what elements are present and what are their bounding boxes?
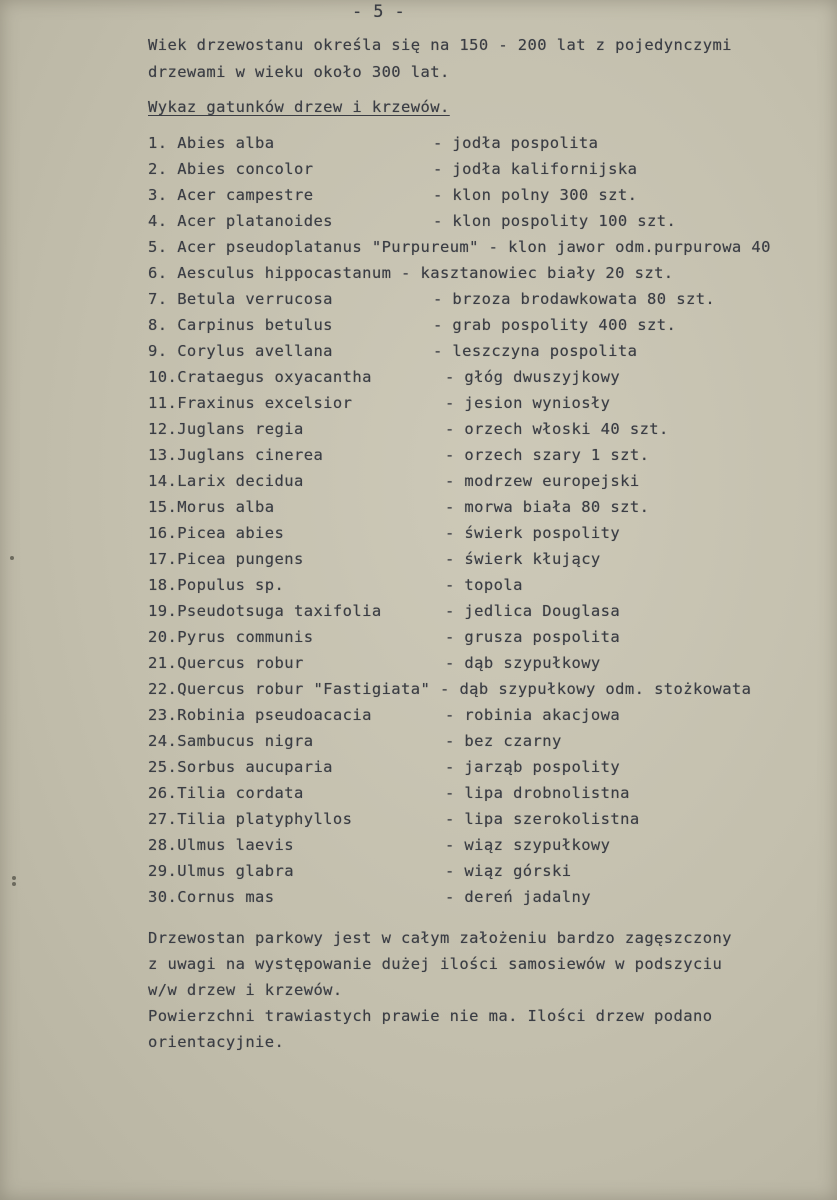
species-number: 24. <box>148 732 178 750</box>
species-separator: - <box>444 888 455 906</box>
species-row <box>148 601 828 627</box>
species-latin-name: Ulmus glabra <box>177 862 294 880</box>
closing-line-4: Powierzchni trawiastych prawie nie ma. Ilości drzew podano <box>148 1007 713 1025</box>
binding-hole <box>12 876 16 880</box>
species-latin-name: Morus alba <box>177 498 275 516</box>
species-separator: - <box>444 758 455 776</box>
species-polish-name: robinia akacjowa <box>464 706 621 724</box>
species-row <box>148 653 828 679</box>
species-row <box>148 575 828 601</box>
species-number: 26. <box>148 784 178 802</box>
species-latin-name: Abies alba <box>177 134 275 152</box>
species-separator: - <box>439 680 450 698</box>
species-row <box>148 783 828 809</box>
species-polish-name: bez czarny <box>464 732 562 750</box>
species-number: 23. <box>148 706 178 724</box>
species-number: 2. <box>148 160 168 178</box>
species-separator: - <box>488 238 499 256</box>
species-separator: - <box>444 706 455 724</box>
species-latin-name: Sambucus nigra <box>177 732 314 750</box>
species-separator: - <box>444 498 455 516</box>
species-row <box>148 185 828 211</box>
species-separator: - <box>432 212 443 230</box>
species-row <box>148 289 828 315</box>
species-row <box>148 887 828 913</box>
species-list <box>148 133 828 913</box>
species-row <box>148 237 828 263</box>
species-number: 8. <box>148 316 168 334</box>
species-separator: - <box>432 342 443 360</box>
species-polish-name: dąb szypułkowy odm. stożkowata <box>459 680 752 698</box>
species-polish-name: jarząb pospolity <box>464 758 621 776</box>
species-polish-name: klon pospolity 100 szt. <box>452 212 677 230</box>
species-polish-name: leszczyna pospolita <box>452 342 638 360</box>
species-polish-name: świerk kłujący <box>464 550 601 568</box>
species-latin-name: Pseudotsuga taxifolia <box>177 602 382 620</box>
closing-line-3: w/w drzew i krzewów. <box>148 981 343 999</box>
species-row <box>148 627 828 653</box>
species-polish-name: jesion wyniosły <box>464 394 611 412</box>
species-row <box>148 419 828 445</box>
species-latin-name: Robinia pseudoacacia <box>177 706 372 724</box>
species-latin-name: Betula verrucosa <box>177 290 333 308</box>
species-row <box>148 133 828 159</box>
species-row <box>148 731 828 757</box>
species-separator: - <box>444 602 455 620</box>
species-separator: - <box>444 628 455 646</box>
species-polish-name: klon jawor odm.purpurowa 40 <box>508 238 771 256</box>
species-separator: - <box>444 836 455 854</box>
species-number: 3. <box>148 186 168 204</box>
species-separator: - <box>444 420 455 438</box>
species-separator: - <box>444 394 455 412</box>
species-polish-name: wiąz szypułkowy <box>464 836 611 854</box>
species-number: 5. <box>148 238 168 256</box>
binding-hole <box>10 556 14 560</box>
species-number: 21. <box>148 654 178 672</box>
species-polish-name: lipa drobnolistna <box>464 784 630 802</box>
species-row <box>148 315 828 341</box>
species-separator: - <box>432 134 443 152</box>
species-latin-name: Picea abies <box>177 524 285 542</box>
species-separator: - <box>444 654 455 672</box>
species-polish-name: klon polny 300 szt. <box>452 186 638 204</box>
species-row <box>148 523 828 549</box>
species-row <box>148 367 828 393</box>
species-polish-name: jedlica Douglasa <box>464 602 621 620</box>
species-latin-name: Ulmus laevis <box>177 836 294 854</box>
species-row <box>148 445 828 471</box>
species-separator: - <box>444 524 455 542</box>
species-polish-name: kasztanowiec biały 20 szt. <box>420 264 674 282</box>
species-latin-name: Quercus robur "Fastigiata" <box>177 680 431 698</box>
species-number: 16. <box>148 524 178 542</box>
species-polish-name: topola <box>464 576 523 594</box>
species-number: 19. <box>148 602 178 620</box>
species-latin-name: Cornus mas <box>177 888 275 906</box>
species-number: 20. <box>148 628 178 646</box>
species-latin-name: Sorbus aucuparia <box>177 758 333 776</box>
species-polish-name: orzech włoski 40 szt. <box>464 420 669 438</box>
species-polish-name: grab pospolity 400 szt. <box>452 316 677 334</box>
species-separator: - <box>432 186 443 204</box>
species-row <box>148 679 828 705</box>
species-row <box>148 471 828 497</box>
species-number: 12. <box>148 420 178 438</box>
species-number: 17. <box>148 550 178 568</box>
species-polish-name: dereń jadalny <box>464 888 591 906</box>
intro-line-2: drzewami w wieku około 300 lat. <box>148 63 450 81</box>
page-number: - 5 - <box>352 2 406 22</box>
species-separator: - <box>444 784 455 802</box>
species-number: 30. <box>148 888 178 906</box>
species-latin-name: Tilia cordata <box>177 784 304 802</box>
species-row <box>148 705 828 731</box>
species-latin-name: Juglans regia <box>177 420 304 438</box>
species-polish-name: grusza pospolita <box>464 628 621 646</box>
species-number: 1. <box>148 134 168 152</box>
species-row <box>148 835 828 861</box>
species-latin-name: Quercus robur <box>177 654 304 672</box>
species-polish-name: jodła kalifornijska <box>452 160 638 178</box>
species-row <box>148 393 828 419</box>
species-number: 18. <box>148 576 178 594</box>
species-number: 13. <box>148 446 178 464</box>
species-separator: - <box>432 316 443 334</box>
species-separator: - <box>401 264 411 282</box>
closing-line-2: z uwagi na występowanie dużej ilości samosiewów w podszyciu <box>148 955 723 973</box>
species-number: 14. <box>148 472 178 490</box>
species-latin-name: Picea pungens <box>177 550 304 568</box>
species-row <box>148 497 828 523</box>
species-latin-name: Fraxinus excelsior <box>177 394 353 412</box>
species-number: 6. <box>148 264 168 282</box>
species-separator: - <box>444 862 455 880</box>
species-row <box>148 159 828 185</box>
species-polish-name: głóg dwuszyjkowy <box>464 368 621 386</box>
species-polish-name: świerk pospolity <box>464 524 621 542</box>
species-latin-name: Tilia platyphyllos <box>177 810 353 828</box>
binding-hole <box>12 882 16 886</box>
intro-line-1: Wiek drzewostanu określa się na 150 - 200 lat z pojedynczymi <box>148 36 732 54</box>
species-latin-name: Acer pseudoplatanus "Purpureum" <box>177 238 479 256</box>
species-number: 27. <box>148 810 178 828</box>
species-separator: - <box>444 472 455 490</box>
species-polish-name: wiąz górski <box>464 862 572 880</box>
species-separator: - <box>444 810 455 828</box>
species-polish-name: jodła pospolita <box>452 134 599 152</box>
species-row <box>148 341 828 367</box>
species-latin-name: Acer platanoides <box>177 212 333 230</box>
species-number: 15. <box>148 498 178 516</box>
species-number: 29. <box>148 862 178 880</box>
species-row <box>148 809 828 835</box>
species-latin-name: Corylus avellana <box>177 342 333 360</box>
species-row <box>148 861 828 887</box>
species-polish-name: orzech szary 1 szt. <box>464 446 650 464</box>
species-number: 4. <box>148 212 168 230</box>
species-number: 25. <box>148 758 178 776</box>
species-polish-name: modrzew europejski <box>464 472 640 490</box>
species-separator: - <box>432 160 443 178</box>
species-latin-name: Populus sp. <box>177 576 285 594</box>
species-number: 10. <box>148 368 178 386</box>
species-latin-name: Carpinus betulus <box>177 316 333 334</box>
species-latin-name: Aesculus hippocastanum <box>177 264 392 282</box>
species-separator: - <box>444 550 455 568</box>
species-latin-name: Acer campestre <box>177 186 314 204</box>
species-list-heading: Wykaz gatunków drzew i krzewów. <box>148 98 450 116</box>
species-separator: - <box>444 368 455 386</box>
species-number: 22. <box>148 680 178 698</box>
species-latin-name: Abies concolor <box>177 160 314 178</box>
species-latin-name: Crataegus oxyacantha <box>177 368 372 386</box>
species-number: 9. <box>148 342 168 360</box>
species-separator: - <box>444 446 455 464</box>
species-separator: - <box>432 290 443 308</box>
species-polish-name: lipa szerokolistna <box>464 810 640 828</box>
closing-line-1: Drzewostan parkowy jest w całym założeniu bardzo zagęszczony <box>148 929 732 947</box>
species-latin-name: Juglans cinerea <box>177 446 324 464</box>
species-polish-name: dąb szypułkowy <box>464 654 601 672</box>
species-row <box>148 757 828 783</box>
species-polish-name: brzoza brodawkowata 80 szt. <box>452 290 716 308</box>
species-latin-name: Larix decidua <box>177 472 304 490</box>
species-separator: - <box>444 576 455 594</box>
species-polish-name: morwa biała 80 szt. <box>464 498 650 516</box>
species-latin-name: Pyrus communis <box>177 628 314 646</box>
species-separator: - <box>444 732 455 750</box>
species-number: 28. <box>148 836 178 854</box>
closing-line-5: orientacyjnie. <box>148 1033 285 1051</box>
species-row <box>148 211 828 237</box>
species-row <box>148 263 828 289</box>
species-row <box>148 549 828 575</box>
species-number: 7. <box>148 290 168 308</box>
species-number: 11. <box>148 394 178 412</box>
